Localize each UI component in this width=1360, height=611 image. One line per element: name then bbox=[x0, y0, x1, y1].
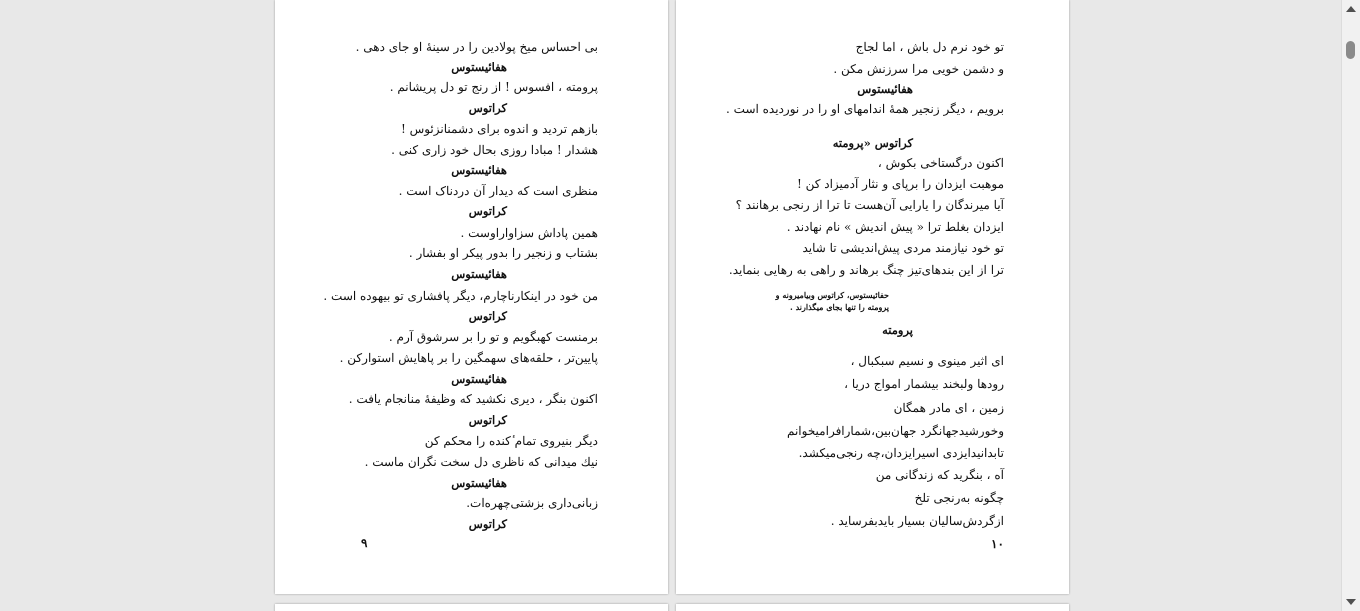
verse-line: همین پاداش سزاواراوست . bbox=[460, 226, 598, 240]
verse-line: رودها ولبخند بیشمار امواج دریا ، bbox=[844, 377, 1004, 391]
verse-line: بی احساس میخ پولادین را در سینهٔ او جای دهی . bbox=[355, 40, 598, 54]
verse-line: وخورشیدجهانگرد جهان‌بین،شمارافرامیخوانم bbox=[786, 424, 1004, 438]
speaker-name: کراتوس bbox=[468, 517, 507, 531]
speaker-name: کراتوس bbox=[468, 204, 507, 218]
verse-line: موهبت ایزدان را برپای و نثار آدمیزاد کن ! bbox=[796, 177, 1004, 191]
verse-line: ای اثیر مینوی و نسیم سبکبال ، bbox=[850, 354, 1004, 368]
speaker-name: هفائیستوس bbox=[857, 82, 913, 96]
next-page-left bbox=[275, 604, 668, 611]
scroll-up-arrow-icon[interactable] bbox=[1346, 6, 1356, 12]
verse-line: ازگردش‌سالیان بسیار بایدبفرساید . bbox=[830, 514, 1004, 528]
verse-line: چگونه به‌رنجی تلخ bbox=[914, 491, 1004, 505]
verse-line: نیك میدانی که ناظری دل سخت نگران ماست . bbox=[364, 455, 598, 469]
verse-line: دیگر بنیروی تمام ٔکنده را محکم کن bbox=[424, 434, 598, 448]
verse-line: برمنست کهبگویم و تو را بر سرشوق آرم . bbox=[388, 330, 598, 344]
verse-line: اکنون بنگر ، دیری نکشید که وظیفهٔ منانجام یافت . bbox=[348, 392, 598, 406]
scrollbar-thumb[interactable] bbox=[1346, 41, 1355, 59]
stage-direction: پرومته را تنها بجای میگذارند . bbox=[790, 302, 889, 312]
verse-line: و دشمن خویی مرا سرزنش مکن . bbox=[833, 62, 1004, 76]
verse-line: بشتاب و زنجیر را بدور پیکر او بفشار . bbox=[408, 246, 598, 260]
speaker-name: هفائیستوس bbox=[451, 60, 507, 74]
speaker-name: هفائیستوس bbox=[451, 267, 507, 281]
verse-line: من خود در اینکارناچارم، دیگر پافشاری تو بیهوده است . bbox=[323, 289, 598, 303]
page-number: ۹ bbox=[361, 536, 368, 550]
speaker-name: کراتوس bbox=[468, 309, 507, 323]
page-10-text bbox=[684, 40, 1004, 540]
verse-line: بازهم تردید و اندوه برای دشمنانزئوس ! bbox=[400, 122, 598, 136]
verse-line: ترا از این بندهای‌تیز چنگ برهاند و راهی به رهایی بنماید. bbox=[728, 263, 1004, 277]
verse-line: تو خود نرم دل باش ، اما لجاج bbox=[855, 40, 1004, 54]
verse-line: پایین‌تر ، حلقه‌های سهمگین را بر پاهایش استوارکن . bbox=[339, 351, 598, 365]
next-page-right bbox=[676, 604, 1069, 611]
speaker-name: کراتوس bbox=[468, 101, 507, 115]
verse-line: تابدانیدایزدی اسیرایزدان،چه رنجی‌میکشد. bbox=[798, 446, 1004, 460]
speaker-name: کراتوس bbox=[468, 413, 507, 427]
vertical-scrollbar[interactable] bbox=[1341, 0, 1360, 611]
stage-direction: حفائیستوس، کراتوس وبیامیرونه و bbox=[775, 290, 889, 300]
verse-line: پرومته ، افسوس ! از رنج تو دل پریشانم . bbox=[389, 80, 598, 94]
page-10 bbox=[676, 0, 1069, 594]
verse-line: ایزدان بغلط ترا « پیش اندیش » نام نهادند . bbox=[786, 220, 1004, 234]
speaker-name: پرومته bbox=[882, 323, 913, 337]
page-9-text bbox=[278, 40, 598, 540]
verse-line: هشدار ! مبادا روزی بحال خود زاری کنی . bbox=[391, 143, 598, 157]
speaker-name: هفائیستوس bbox=[451, 163, 507, 177]
speaker-name: هفائیستوس bbox=[451, 372, 507, 386]
verse-line: تو خود نیازمند مردی پیش‌اندیشی تا شاید bbox=[802, 241, 1004, 255]
verse-line: آیا میرندگان را یارایی آن‌هست تا ترا از رنجی برهانند ؟ bbox=[735, 198, 1004, 212]
verse-line: زمین ، ای مادر همگان bbox=[893, 401, 1004, 415]
speaker-name: کراتوس «پرومته bbox=[832, 136, 913, 150]
verse-line: آه ، بنگرید که زندگانی من bbox=[875, 468, 1004, 482]
speaker-name: هفائیستوس bbox=[451, 476, 507, 490]
verse-line: زبانی‌داری بزشتی‌چهره‌ات. bbox=[466, 496, 598, 510]
verse-line: اکنون درگستاخی بکوش ، bbox=[877, 156, 1004, 170]
page-number: ۱۰ bbox=[991, 537, 1004, 551]
verse-line: منظری است که دیدار آن دردناک است . bbox=[398, 184, 598, 198]
page-9 bbox=[275, 0, 668, 594]
scroll-down-arrow-icon[interactable] bbox=[1346, 599, 1356, 605]
verse-line: برویم ، دیگر زنجیر همهٔ اندامهای او را در نوردیده است . bbox=[726, 102, 1004, 116]
